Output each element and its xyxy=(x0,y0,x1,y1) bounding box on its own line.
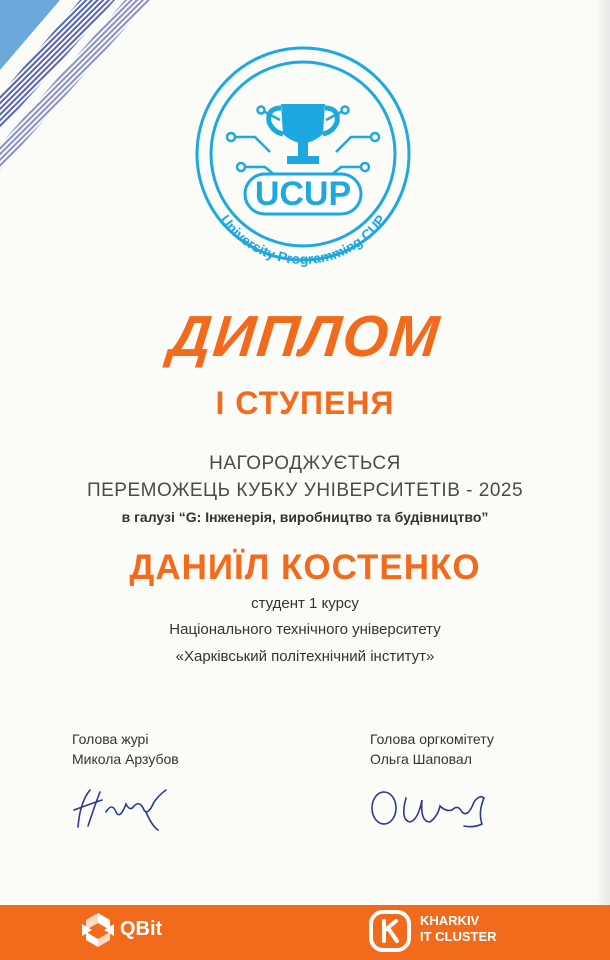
kharkiv-it-cluster-logo-icon xyxy=(369,910,411,952)
decorative-stripes xyxy=(0,0,160,260)
svg-text:University Programming CUP xyxy=(217,212,388,267)
award-title: ПЕРЕМОЖЕЦЬ КУБКУ УНІВЕРСИТЕТІВ - 2025 xyxy=(86,480,524,501)
diploma-degree: І СТУПЕНЯ xyxy=(215,385,395,421)
org-chair-name: Ольга Шаповал xyxy=(370,751,472,767)
sponsor-kharkiv-line2: IT CLUSTER xyxy=(420,929,497,944)
recipient-institute: «Харківський політехнічний інститут» xyxy=(175,648,435,665)
sponsor-qbit: QBit xyxy=(120,918,163,940)
jury-chair-role: Голова журі xyxy=(72,731,149,747)
diploma-title: ДИПЛОМ xyxy=(166,304,444,369)
sponsor-kharkiv-it-cluster xyxy=(420,913,497,945)
award-field: в галузі “G: Інженерія, виробництво та будівництво” xyxy=(121,509,489,525)
ucup-logo xyxy=(185,42,421,278)
ucup-subtitle: University Programming CUP xyxy=(217,211,389,268)
org-chair xyxy=(370,729,494,769)
jury-chair-name: Микола Арзубов xyxy=(72,751,179,767)
trophy-icon xyxy=(269,104,338,164)
jury-signature-icon xyxy=(68,782,178,837)
sponsor-kharkiv-line1: KHARKIV xyxy=(420,913,480,928)
recipient-name: ДАНИЇЛ КОСТЕНКО xyxy=(129,548,481,587)
recipient-course: студент 1 курсу xyxy=(251,595,359,612)
award-heading: НАГОРОДЖУЄТЬСЯ xyxy=(209,453,401,474)
qbit-logo-icon xyxy=(80,911,116,949)
org-chair-role: Голова оргкомітету xyxy=(370,731,494,747)
jury-chair xyxy=(72,729,179,769)
ucup-acronym: UCUP xyxy=(254,175,352,213)
recipient-university: Національного технічного університету xyxy=(169,621,441,638)
org-signature-icon xyxy=(366,782,496,837)
